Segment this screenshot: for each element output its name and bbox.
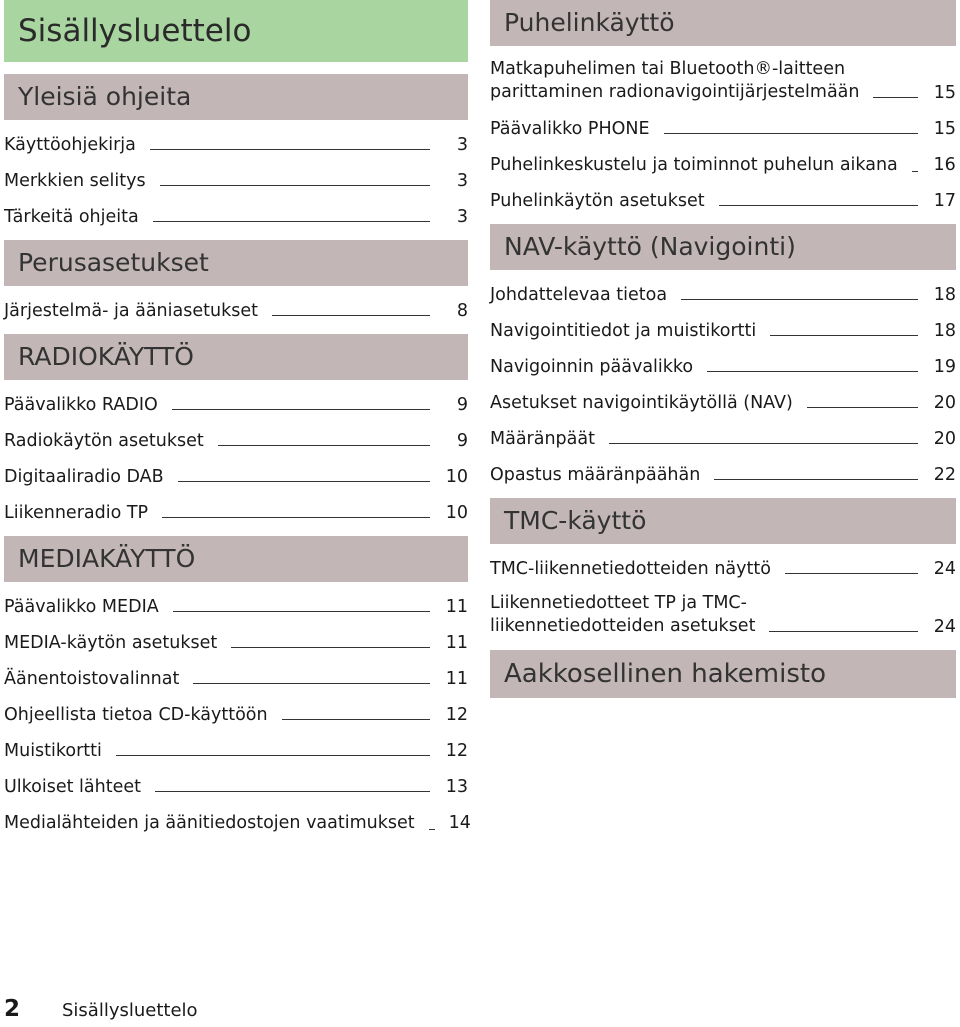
section-heading: TMC-käyttö xyxy=(490,498,956,544)
entry-label: Navigointitiedot ja muistikortti xyxy=(490,321,757,341)
section-heading[interactable]: Aakkosellinen hakemisto xyxy=(490,650,956,698)
dot-leader xyxy=(707,371,918,372)
dot-leader xyxy=(178,481,430,482)
page-title: Sisällysluettelo xyxy=(4,0,468,62)
entry-label: Medialähteiden ja äänitiedostojen vaatimukset xyxy=(4,813,415,833)
toc-entry[interactable] xyxy=(490,146,956,182)
entry-page: 12 xyxy=(445,741,468,761)
entry-label: Puhelinkeskustelu ja toiminnot puhelun aikana xyxy=(490,155,898,175)
entry-page: 3 xyxy=(456,171,468,191)
entry-page: 11 xyxy=(445,669,468,689)
entry-page: 12 xyxy=(445,705,468,725)
toc-entry[interactable] xyxy=(4,458,468,494)
dot-leader xyxy=(231,647,430,648)
dot-leader xyxy=(912,171,918,172)
entry-page: 18 xyxy=(933,285,956,305)
toc-entry[interactable] xyxy=(4,660,468,696)
entry-page: 13 xyxy=(445,777,468,797)
entry-label: Järjestelmä- ja ääniasetukset xyxy=(4,301,258,321)
left-column xyxy=(4,0,471,840)
toc-entry[interactable] xyxy=(490,110,956,146)
section-heading: Puhelinkäyttö xyxy=(490,0,956,46)
entry-label: Käyttöohjekirja xyxy=(4,135,136,155)
entry-page: 17 xyxy=(933,191,956,211)
toc-entry[interactable] xyxy=(4,494,468,530)
entry-label-line: liikennetiedotteiden asetukset xyxy=(490,616,756,636)
entry-page: 18 xyxy=(933,321,956,341)
entry-label: MEDIA-käytön asetukset xyxy=(4,633,218,653)
footer-label: Sisällysluettelo xyxy=(62,1000,198,1021)
dot-leader xyxy=(664,133,918,134)
toc-entry[interactable] xyxy=(4,386,468,422)
dot-leader xyxy=(155,791,430,792)
toc-entry[interactable] xyxy=(4,696,468,732)
dot-leader xyxy=(160,185,430,186)
toc-entry[interactable] xyxy=(490,420,956,456)
dot-leader xyxy=(162,517,430,518)
entry-page: 8 xyxy=(456,301,468,321)
entry-page: 10 xyxy=(445,467,468,487)
dot-leader xyxy=(770,335,918,336)
dot-leader xyxy=(609,443,918,444)
entry-page: 11 xyxy=(445,633,468,653)
entry-page: 15 xyxy=(933,83,956,103)
dot-leader xyxy=(681,299,918,300)
toc-entry[interactable] xyxy=(4,292,468,328)
entry-page: 24 xyxy=(933,617,956,637)
toc-entry[interactable] xyxy=(4,768,468,804)
dot-leader xyxy=(173,611,430,612)
entry-label: Ulkoiset lähteet xyxy=(4,777,141,797)
dot-leader xyxy=(150,149,430,150)
entry-label xyxy=(490,58,859,104)
entry-label: TMC-liikennetiedotteiden näyttö xyxy=(490,559,771,579)
toc-entry[interactable] xyxy=(490,550,956,586)
entry-label: Digitaaliradio DAB xyxy=(4,467,164,487)
entry-page: 3 xyxy=(456,135,468,155)
entry-page: 9 xyxy=(456,431,468,451)
entry-label: Merkkien selitys xyxy=(4,171,146,191)
entry-page: 24 xyxy=(933,559,956,579)
entry-label: Liikenneradio TP xyxy=(4,503,149,523)
dot-leader xyxy=(429,829,435,830)
entry-label-line: Matkapuhelimen tai Bluetooth®-laitteen xyxy=(490,59,846,79)
entry-page: 3 xyxy=(456,207,468,227)
entry-page: 20 xyxy=(933,393,956,413)
entry-page: 15 xyxy=(933,119,956,139)
toc-entry[interactable] xyxy=(4,422,468,458)
dot-leader xyxy=(153,221,430,222)
toc-entry[interactable] xyxy=(490,384,956,420)
dot-leader xyxy=(785,573,918,574)
entry-label-line: parittaminen radionavigointijärjestelmään xyxy=(490,82,860,102)
dot-leader xyxy=(218,445,430,446)
toc-entry[interactable] xyxy=(4,732,468,768)
entry-page: 10 xyxy=(445,503,468,523)
entry-page: 20 xyxy=(933,429,956,449)
entry-label-line: Liikennetiedotteet TP ja TMC- xyxy=(490,593,747,613)
dot-leader xyxy=(282,719,430,720)
entry-label: Asetukset navigointikäytöllä (NAV) xyxy=(490,393,793,413)
entry-page: 11 xyxy=(445,597,468,617)
entry-label: Päävalikko PHONE xyxy=(490,119,650,139)
toc-entry[interactable] xyxy=(4,624,468,660)
entry-label: Muistikortti xyxy=(4,741,102,761)
entry-label: Päävalikko RADIO xyxy=(4,395,158,415)
entry-page: 14 xyxy=(448,813,471,833)
entry-label: Määränpäät xyxy=(490,429,595,449)
dot-leader xyxy=(719,205,918,206)
section-heading: NAV-käyttö (Navigointi) xyxy=(490,224,956,270)
entry-label: Päävalikko MEDIA xyxy=(4,597,159,617)
section-heading: Yleisiä ohjeita xyxy=(4,74,468,120)
page-footer xyxy=(4,996,198,1026)
toc-entry[interactable] xyxy=(490,348,956,384)
entry-label: Tärkeitä ohjeita xyxy=(4,207,139,227)
toc-entry[interactable] xyxy=(490,52,956,110)
entry-label: Opastus määränpäähän xyxy=(490,465,701,485)
entry-label: Navigoinnin päävalikko xyxy=(490,357,694,377)
section-heading: MEDIAKÄYTTÖ xyxy=(4,536,468,582)
toc-entry[interactable] xyxy=(4,804,471,840)
dot-leader xyxy=(807,407,918,408)
entry-label: Äänentoistovalinnat xyxy=(4,669,180,689)
dot-leader xyxy=(873,97,918,98)
dot-leader xyxy=(769,631,918,632)
dot-leader xyxy=(714,479,918,480)
section-heading: RADIOKÄYTTÖ xyxy=(4,334,468,380)
entry-page: 16 xyxy=(933,155,956,175)
entry-label xyxy=(490,592,755,638)
toc-entry[interactable] xyxy=(4,126,468,162)
dot-leader xyxy=(116,755,430,756)
entry-page: 22 xyxy=(933,465,956,485)
toc-entry[interactable] xyxy=(490,456,956,492)
entry-label: Puhelinkäytön asetukset xyxy=(490,191,705,211)
dot-leader xyxy=(272,315,430,316)
entry-page: 19 xyxy=(933,357,956,377)
entry-label: Ohjeellista tietoa CD-käyttöön xyxy=(4,705,268,725)
toc-entry[interactable] xyxy=(4,588,468,624)
toc-entry[interactable] xyxy=(490,312,956,348)
toc-entry[interactable] xyxy=(490,182,956,218)
page-number: 2 xyxy=(4,996,21,1022)
entry-label: Radiokäytön asetukset xyxy=(4,431,204,451)
toc-entry[interactable] xyxy=(4,162,468,198)
toc-entry[interactable] xyxy=(490,276,956,312)
toc-entry[interactable] xyxy=(4,198,468,234)
dot-leader xyxy=(193,683,430,684)
entry-page: 9 xyxy=(456,395,468,415)
dot-leader xyxy=(172,409,430,410)
toc-entry[interactable] xyxy=(490,586,956,644)
entry-label: Johdattelevaa tietoa xyxy=(490,285,668,305)
right-column xyxy=(490,0,956,704)
section-heading: Perusasetukset xyxy=(4,240,468,286)
